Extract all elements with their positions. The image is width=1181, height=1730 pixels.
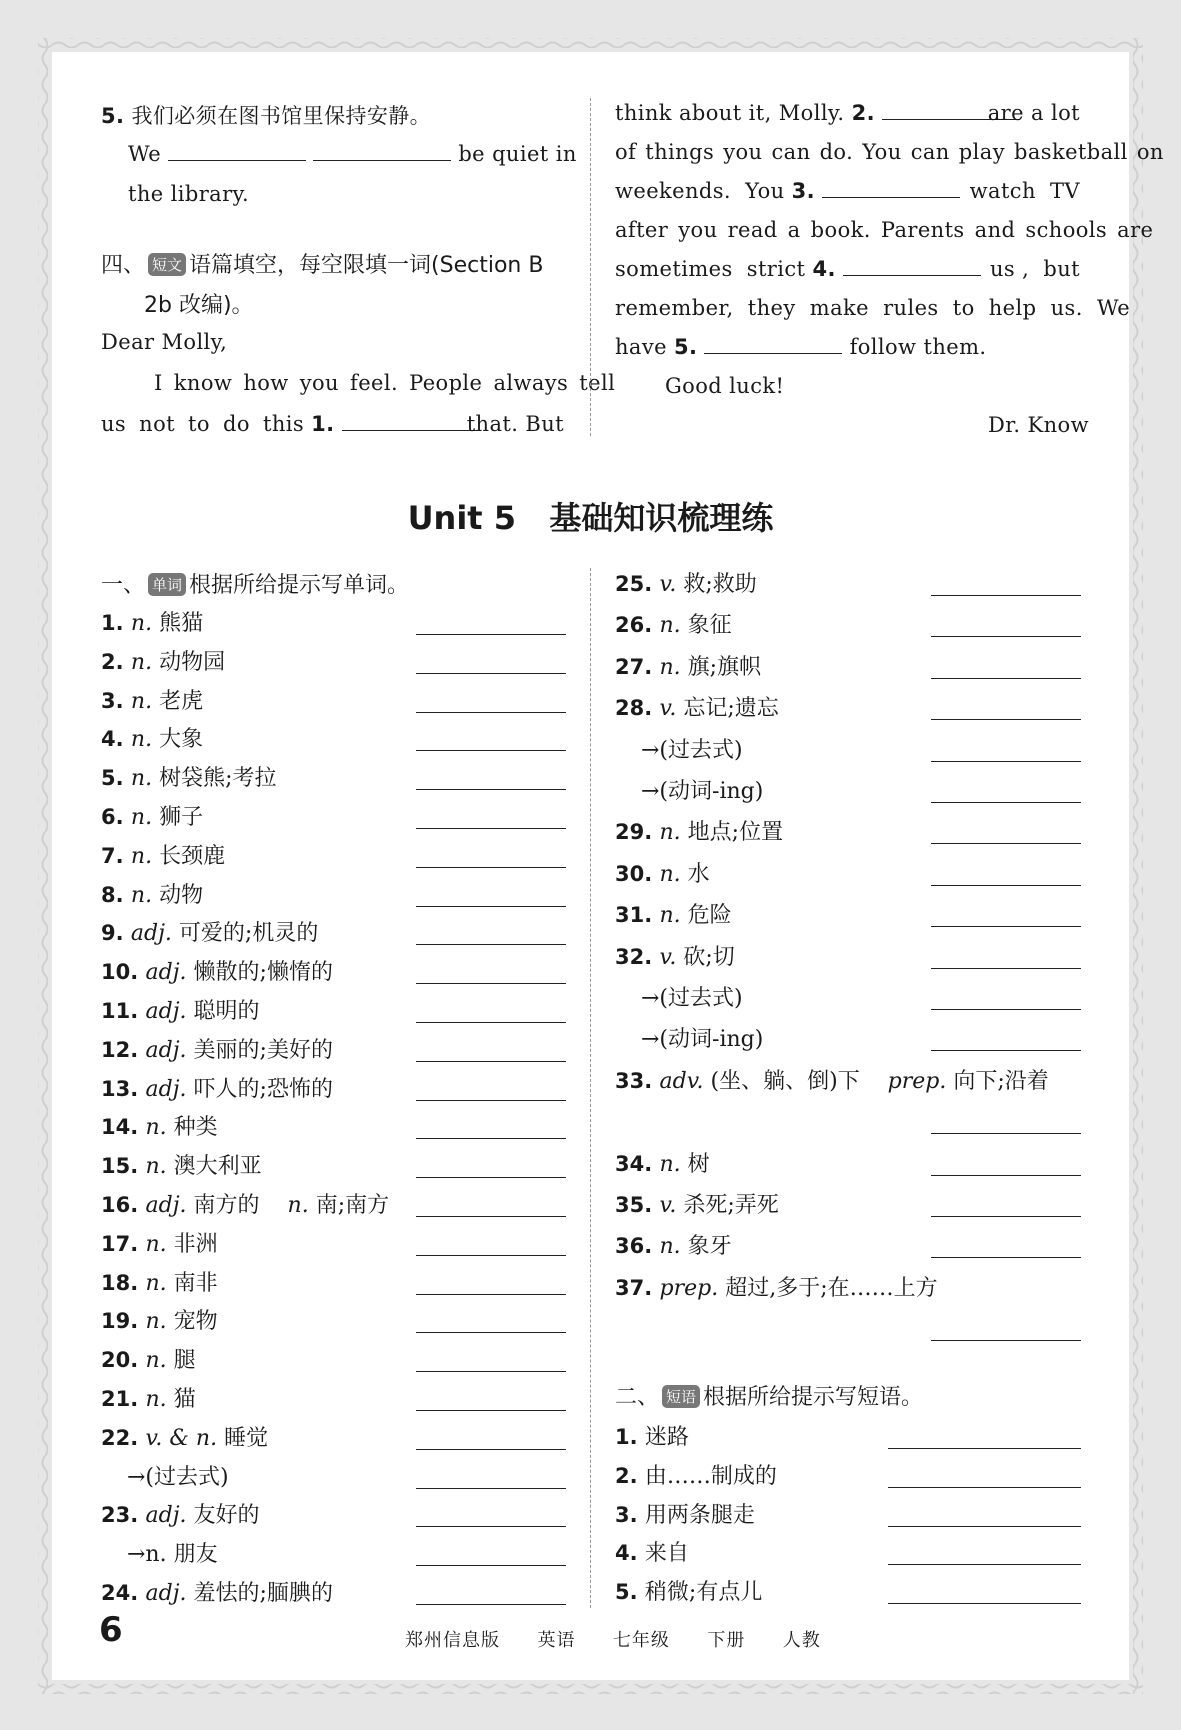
item-hint: 可爱的;机灵的	[178, 921, 319, 947]
part-of-speech: v.	[659, 572, 684, 597]
item-number: 32.	[615, 944, 660, 969]
word-item	[641, 733, 743, 764]
word-item	[615, 857, 710, 888]
letter-greeting: Dear Molly,	[101, 330, 228, 354]
item-number: 35.	[615, 1193, 660, 1217]
section-tag: 短语	[662, 1385, 700, 1408]
answer-line[interactable]	[931, 926, 1081, 927]
item-hint: 吓人的;恐怖的	[193, 1076, 333, 1102]
section-1-heading: 一、 单词 根据所给提示写单词。	[101, 573, 410, 598]
item-hint: →(动词-ing)	[641, 1027, 764, 1053]
item-hint: 老虎	[159, 688, 204, 714]
question-5: 5. 我们必须在图书馆里保持安静。	[101, 104, 432, 128]
part-of-speech: adj.	[145, 1581, 194, 1606]
letter-line: I know how you feel. People always tell	[154, 371, 616, 395]
answer-blank[interactable]	[704, 335, 842, 354]
item-hint: 宠物	[173, 1309, 218, 1335]
section-2-heading: 二、 短语 根据所给提示写短语。	[615, 1385, 924, 1410]
part-of-speech: n.	[659, 1151, 688, 1177]
word-item	[101, 1343, 196, 1374]
answer-line[interactable]	[416, 712, 566, 713]
item-number: 14.	[101, 1115, 146, 1140]
word-item	[101, 1304, 218, 1335]
answer-line[interactable]	[931, 1216, 1081, 1217]
item-hint: 动物	[159, 882, 204, 908]
word-item	[641, 1022, 763, 1053]
item-hint: 种类	[173, 1115, 218, 1141]
column-divider	[590, 98, 591, 436]
letter-line: of things you can do. You can play basketball on	[615, 140, 1164, 164]
item-number: 30.	[615, 861, 660, 886]
item-hint: 懒散的;懒惰的	[193, 960, 333, 986]
answer-line[interactable]	[416, 1565, 566, 1566]
word-item	[101, 645, 225, 676]
part-of-speech: prep.	[859, 1068, 954, 1094]
item-hint: 猫	[173, 1387, 196, 1412]
word-item	[641, 981, 743, 1012]
item-number: 8.	[101, 882, 131, 907]
word-item	[101, 955, 333, 986]
answer-blank[interactable]	[843, 257, 981, 276]
item-number: 13.	[101, 1076, 146, 1101]
answer-line[interactable]	[888, 1487, 1081, 1488]
answer-line[interactable]	[931, 1050, 1081, 1051]
item-hint: 睡觉	[224, 1425, 269, 1451]
part-of-speech: v.	[659, 944, 684, 970]
part-of-speech: adj.	[145, 1037, 194, 1063]
item-hint: 来自	[644, 1541, 689, 1567]
answer-blank[interactable]	[342, 412, 480, 431]
item-hint: 聪明的	[193, 999, 260, 1024]
item-hint: 忘记;遗忘	[683, 696, 779, 722]
answer-line[interactable]	[416, 1022, 566, 1023]
item-number: 19.	[101, 1309, 146, 1334]
item-number: 7.	[101, 843, 131, 868]
phrase-item	[615, 1575, 762, 1606]
item-number: 29.	[615, 820, 660, 845]
answer-line[interactable]	[416, 1604, 566, 1605]
item-number: 3.	[615, 1502, 645, 1527]
part-of-speech: adv.	[659, 1068, 711, 1094]
word-item	[615, 898, 732, 929]
section-4-heading-cont: 2b 改编)。	[144, 293, 254, 318]
item-number: 36.	[615, 1234, 660, 1259]
item-hint: 南;南方	[315, 1193, 390, 1218]
item-number: 25.	[615, 572, 660, 596]
answer-line[interactable]	[416, 1100, 566, 1101]
item-number: 12.	[101, 1037, 146, 1062]
answer-line[interactable]	[416, 1332, 566, 1333]
word-item	[101, 916, 318, 947]
part-of-speech: n.	[659, 903, 688, 929]
word-item	[641, 774, 763, 805]
item-hint: 大象	[159, 727, 204, 753]
answer-line[interactable]	[416, 1138, 566, 1139]
answer-blank[interactable]	[822, 179, 960, 198]
letter-line: us not to do this 1. that. But	[101, 412, 564, 436]
phrase-item	[615, 1459, 777, 1490]
word-item	[615, 940, 735, 971]
item-hint: 南非	[173, 1270, 218, 1296]
item-hint: 长颈鹿	[159, 843, 226, 869]
item-number: 10.	[101, 960, 146, 985]
answer-line[interactable]	[931, 761, 1081, 762]
answer-line[interactable]	[416, 1216, 566, 1217]
part-of-speech: v. & n.	[145, 1425, 225, 1451]
part-of-speech: n.	[659, 613, 688, 639]
item-hint: 水	[687, 861, 710, 887]
item-hint: 美丽的;美好的	[193, 1037, 333, 1063]
item-number: 16.	[101, 1193, 146, 1217]
word-item	[615, 1188, 779, 1219]
answer-line[interactable]	[416, 634, 566, 635]
answer-line[interactable]	[931, 885, 1081, 886]
column-divider	[590, 568, 591, 1608]
answer-line[interactable]	[416, 1449, 566, 1450]
letter-signature: Dr. Know	[988, 413, 1089, 437]
item-number: 23.	[101, 1503, 146, 1528]
answer-line[interactable]	[931, 719, 1081, 720]
item-hint: 地点;位置	[687, 820, 784, 846]
item-number: 33.	[615, 1068, 660, 1093]
item-hint: 南方的	[193, 1193, 260, 1218]
answer-line[interactable]	[931, 843, 1081, 844]
item-number: 1.	[615, 1425, 645, 1449]
item-hint: 旗;旗帜	[687, 654, 762, 680]
page-number: 6	[99, 1610, 123, 1650]
part-of-speech: n.	[659, 654, 688, 680]
part-of-speech: prep.	[659, 1275, 726, 1301]
item-hint: 腿	[173, 1348, 196, 1374]
part-of-speech: n.	[130, 843, 160, 869]
question-5-sentence-end: the library.	[128, 182, 250, 206]
part-of-speech: n.	[130, 882, 160, 908]
item-hint: →(动词-ing)	[641, 779, 764, 804]
item-hint: 熊猫	[159, 611, 204, 636]
part-of-speech: n.	[145, 1387, 174, 1412]
answer-line[interactable]	[931, 1257, 1081, 1258]
item-hint: 树	[687, 1151, 710, 1177]
word-item	[101, 1110, 218, 1141]
part-of-speech: adj.	[145, 960, 194, 986]
footer-text: 郑州信息版 英语 七年级 下册 人教	[405, 1630, 821, 1651]
part-of-speech: n.	[145, 1270, 174, 1296]
answer-line[interactable]	[416, 789, 566, 790]
item-hint: 树袋熊;考拉	[159, 766, 277, 792]
word-item	[101, 722, 203, 753]
word-item	[615, 567, 757, 598]
part-of-speech: n.	[130, 611, 160, 636]
item-hint: 砍;切	[683, 944, 735, 970]
item-number: 4.	[615, 1541, 645, 1566]
item-number: 37.	[615, 1275, 660, 1300]
item-number: 26.	[615, 613, 660, 638]
word-item	[615, 1064, 1049, 1095]
word-item	[127, 1537, 218, 1568]
word-item	[101, 800, 203, 831]
part-of-speech: n.	[145, 1154, 174, 1180]
word-item	[615, 650, 761, 681]
word-item	[101, 1149, 262, 1180]
question-5-sentence: We be quiet in	[128, 142, 577, 166]
item-number: 9.	[101, 921, 131, 946]
item-number: 5.	[101, 766, 131, 791]
letter-line: think about it, Molly. 2. are a lot	[615, 101, 1080, 125]
word-item	[101, 606, 203, 637]
item-hint: →(过去式)	[641, 986, 743, 1011]
item-number: 18.	[101, 1270, 146, 1295]
word-item	[101, 1498, 260, 1529]
letter-closing: Good luck!	[665, 374, 785, 398]
word-item	[101, 1382, 196, 1413]
section-4-heading: 四、 短文 语篇填空，每空限填一词(Section B	[101, 253, 544, 278]
answer-line[interactable]	[888, 1448, 1081, 1449]
part-of-speech: n.	[659, 861, 688, 887]
item-hint: 动物园	[159, 649, 226, 675]
item-number: 3.	[101, 688, 131, 713]
part-of-speech: n.	[145, 1115, 174, 1141]
part-of-speech: n.	[659, 820, 688, 846]
item-hint: 友好的	[193, 1503, 260, 1529]
letter-line: weekends. You 3. watch TV	[615, 179, 1080, 203]
answer-line[interactable]	[931, 1340, 1081, 1341]
word-item	[101, 1421, 268, 1452]
answer-line[interactable]	[416, 1294, 566, 1295]
word-item	[101, 1033, 333, 1064]
part-of-speech: adj.	[145, 1193, 194, 1218]
letter-line: after you read a book. Parents and schools are	[615, 218, 1154, 242]
part-of-speech: n.	[259, 1193, 316, 1218]
word-item	[101, 994, 260, 1025]
item-hint: 羞怯的;腼腆的	[193, 1581, 333, 1606]
word-item	[101, 839, 225, 870]
phrase-item	[615, 1536, 689, 1567]
answer-line[interactable]	[931, 1009, 1081, 1010]
part-of-speech: n.	[130, 649, 160, 675]
item-number: 21.	[101, 1387, 146, 1411]
item-number: 34.	[615, 1151, 660, 1176]
answer-line[interactable]	[416, 1488, 566, 1489]
answer-line[interactable]	[931, 968, 1081, 969]
item-hint: 澳大利亚	[173, 1154, 262, 1180]
word-item	[615, 691, 779, 722]
answer-line[interactable]	[931, 595, 1081, 596]
answer-line[interactable]	[416, 906, 566, 907]
item-number: 6.	[101, 805, 131, 829]
answer-line[interactable]	[931, 1133, 1081, 1134]
item-hint: →(过去式)	[127, 1464, 229, 1490]
answer-line[interactable]	[416, 1255, 566, 1256]
answer-line[interactable]	[416, 673, 566, 674]
answer-line[interactable]	[416, 750, 566, 751]
item-hint: 危险	[687, 903, 732, 929]
answer-line[interactable]	[416, 828, 566, 829]
word-item	[101, 1576, 333, 1607]
word-item	[101, 878, 203, 909]
word-item	[101, 684, 203, 715]
answer-line[interactable]	[416, 867, 566, 868]
item-number: 5.	[615, 1580, 645, 1605]
answer-line[interactable]	[416, 1526, 566, 1527]
word-item	[127, 1460, 229, 1491]
answer-line[interactable]	[931, 678, 1081, 679]
section-tag: 短文	[148, 253, 186, 276]
answer-line[interactable]	[416, 1410, 566, 1411]
item-number: 27.	[615, 654, 660, 679]
answer-line[interactable]	[416, 1371, 566, 1372]
item-hint: 迷路	[644, 1425, 689, 1450]
answer-blank[interactable]	[168, 142, 306, 161]
phrase-item	[615, 1498, 755, 1529]
answer-line[interactable]	[416, 983, 566, 984]
part-of-speech: n.	[130, 805, 160, 830]
answer-line[interactable]	[931, 636, 1081, 637]
word-item	[101, 1266, 218, 1297]
letter-line: have 5. follow them.	[615, 335, 987, 359]
item-hint: 非洲	[173, 1231, 218, 1257]
item-hint: 杀死;弄死	[683, 1193, 779, 1218]
part-of-speech: n.	[130, 688, 160, 714]
word-item	[615, 1271, 938, 1302]
part-of-speech: adj.	[145, 1503, 194, 1529]
word-item	[101, 1188, 389, 1219]
item-number: 20.	[101, 1348, 146, 1373]
part-of-speech: v.	[659, 1193, 684, 1218]
part-of-speech: adj.	[145, 1076, 194, 1102]
word-item	[615, 1147, 710, 1178]
letter-line: sometimes strict 4. us , but	[615, 257, 1080, 281]
item-hint: 超过,多于;在……上方	[725, 1275, 938, 1301]
item-hint: 由……制成的	[644, 1463, 777, 1489]
item-number: 15.	[101, 1154, 146, 1179]
item-hint: →(过去式)	[641, 737, 743, 763]
item-number: 17.	[101, 1231, 146, 1256]
word-item	[101, 1227, 218, 1258]
unit-title: Unit 5 基础知识梳理练	[407, 499, 774, 537]
answer-line[interactable]	[931, 802, 1081, 803]
answer-line[interactable]	[416, 1061, 566, 1062]
item-hint: →n. 朋友	[127, 1542, 218, 1568]
item-number: 31.	[615, 903, 660, 928]
part-of-speech: n.	[130, 727, 160, 753]
item-number: 2.	[101, 649, 131, 674]
answer-line[interactable]	[416, 1177, 566, 1178]
answer-line[interactable]	[416, 944, 566, 945]
word-item	[615, 608, 732, 639]
item-number: 4.	[101, 727, 131, 752]
item-number: 28.	[615, 696, 660, 721]
part-of-speech: n.	[145, 1309, 174, 1335]
item-hint: 向下;沿着	[953, 1068, 1049, 1094]
item-hint: (坐、躺、倒)下	[710, 1068, 860, 1094]
answer-line[interactable]	[888, 1564, 1081, 1565]
part-of-speech: adj.	[145, 999, 194, 1024]
word-item	[615, 1229, 732, 1260]
answer-line[interactable]	[931, 1175, 1081, 1176]
word-item	[615, 815, 783, 846]
word-item	[101, 761, 276, 792]
item-hint: 狮子	[159, 805, 204, 830]
phrase-item	[615, 1420, 689, 1451]
item-number: 24.	[101, 1581, 146, 1605]
answer-blank[interactable]	[313, 142, 451, 161]
item-number: 11.	[101, 999, 146, 1023]
item-hint: 救;救助	[683, 572, 757, 597]
item-number: 22.	[101, 1425, 146, 1450]
part-of-speech: n.	[659, 1234, 688, 1260]
item-hint: 象牙	[687, 1234, 732, 1260]
section-tag: 单词	[148, 573, 186, 596]
letter-line: remember, they make rules to help us. We	[615, 296, 1131, 320]
part-of-speech: adj.	[130, 921, 179, 947]
answer-line[interactable]	[888, 1526, 1081, 1527]
item-hint: 用两条腿走	[644, 1502, 755, 1528]
item-number: 1.	[101, 611, 131, 635]
part-of-speech: v.	[659, 696, 684, 722]
item-hint: 象征	[687, 613, 732, 639]
part-of-speech: n.	[130, 766, 160, 792]
item-number: 2.	[615, 1463, 645, 1488]
word-item	[101, 1072, 333, 1103]
part-of-speech: n.	[145, 1348, 174, 1374]
item-hint: 稍微;有点儿	[644, 1580, 763, 1606]
answer-line[interactable]	[888, 1603, 1081, 1604]
part-of-speech: n.	[145, 1231, 174, 1257]
